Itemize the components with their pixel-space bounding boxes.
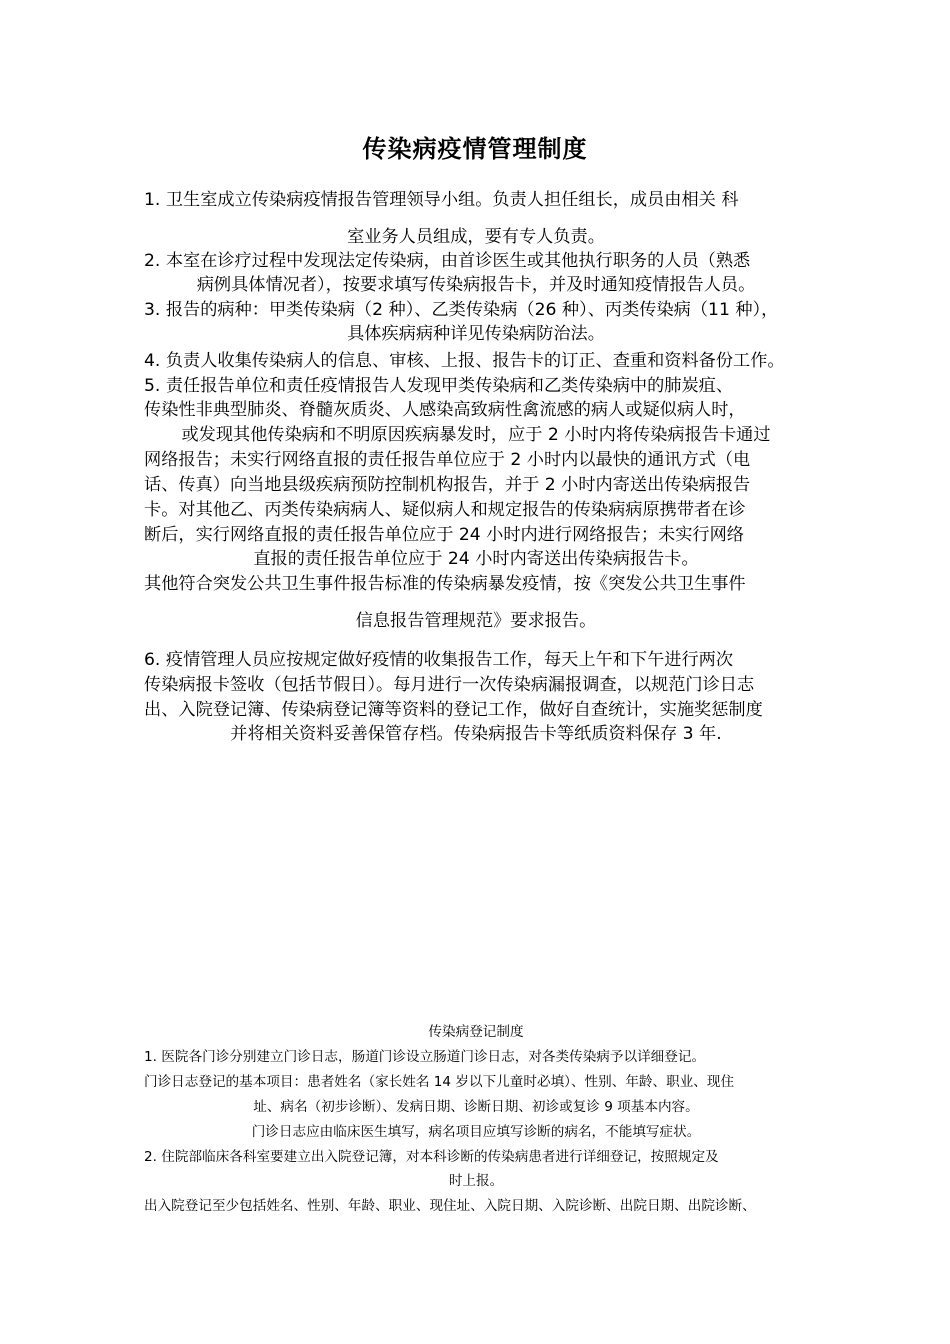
paragraph-line: 并将相关资料妥善保管存档。传染病报告卡等纸质资料保存 3 年. <box>230 724 722 744</box>
paragraph-line: 信息报告管理规范》要求报告。 <box>355 611 597 631</box>
paragraph-line: 3. 报告的病种：甲类传染病（2 种）、乙类传染病（26 种）、丙类传染病（11 种）， <box>144 300 779 320</box>
paragraph-line: 网络报告；未实行网络直报的责任报告单位应于 2 小时内以最快的通讯方式（电 <box>144 450 751 470</box>
paragraph-line: 1. 卫生室成立传染病疫情报告管理领导小组。负责人担任组长，成员由相关 科 <box>144 190 739 210</box>
paragraph-line: 具体疾病病种详见传染病防治法。 <box>347 324 605 344</box>
paragraph-line: 卡。对其他乙、丙类传染病病人、疑似病人和规定报告的传染病病原携带者在诊 <box>144 500 746 520</box>
paragraph-line: 其他符合突发公共卫生事件报告标准的传染病暴发疫情，按《突发公共卫生事件 <box>144 574 746 594</box>
paragraph-line: 或发现其他传染病和不明原因疾病暴发时，应于 2 小时内将传染病报告卡通过 <box>181 425 771 445</box>
paragraph-line: 传染病报卡签收（包括节假日）。每月进行一次传染病漏报调查，以规范门诊日志 <box>144 675 755 695</box>
paragraph-line: 时上报。 <box>448 1173 504 1189</box>
paragraph-line: 出入院登记至少包括姓名、性别、年龄、职业、现住址、入院日期、入院诊断、出院日期、出院诊断、 <box>144 1198 756 1214</box>
paragraph-line: 传染性非典型肺炎、脊髓灰质炎、人感染高致病性禽流感的病人或疑似病人时， <box>144 400 746 420</box>
paragraph-line: 址、病名（初步诊断）、发病日期、诊断日期、初诊或复诊 9 项基本内容。 <box>253 1099 699 1115</box>
paragraph-line: 6. 疫情管理人员应按规定做好疫情的收集报告工作，每天上午和下午进行两次 <box>144 650 734 670</box>
paragraph-line: 4. 负责人收集传染病人的信息、审核、上报、报告卡的订正、查重和资料备份工作。 <box>144 351 785 371</box>
paragraph-line: 出、入院登记簿、传染病登记簿等资料的登记工作，做好自查统计，实施奖惩制度 <box>144 700 763 720</box>
paragraph-line: 2. 住院部临床各科室要建立出入院登记簿，对本科诊断的传染病患者进行详细登记，按照规定及 <box>144 1149 719 1165</box>
paragraph-line: 2. 本室在诊疗过程中发现法定传染病，由首诊医生或其他执行职务的人员（熟悉 <box>144 251 751 271</box>
paragraph-line: 话、传真）向当地县级疾病预防控制机构报告，并于 2 小时内寄送出传染病报告 <box>144 475 751 495</box>
paragraph-line: 5. 责任报告单位和责任疫情报告人发现甲类传染病和乙类传染病中的肺炭疽、 <box>144 376 734 396</box>
paragraph-line: 门诊日志应由临床医生填写，病名项目应填写诊断的病名，不能填写症状。 <box>251 1124 701 1140</box>
section-title: 传染病登记制度 <box>428 1024 524 1040</box>
paragraph-line: 病例具体情况者），按要求填写传染病报告卡，并及时通知疫情报告人员。 <box>196 275 756 295</box>
page-title: 传染病疫情管理制度 <box>362 135 588 163</box>
paragraph-line: 门诊日志登记的基本项目：患者姓名（家长姓名 14 岁以下儿童时必填）、性别、年龄、职业、现住 <box>144 1074 735 1090</box>
paragraph-line: 直报的责任报告单位应于 24 小时内寄送出传染病报告卡。 <box>253 549 699 569</box>
paragraph-line: 断后，实行网络直报的责任报告单位应于 24 小时内进行网络报告；未实行网络 <box>144 525 744 545</box>
paragraph-line: 室业务人员组成，要有专人负责。 <box>347 227 605 247</box>
paragraph-line: 1. 医院各门诊分别建立门诊日志，肠道门诊设立肠道门诊日志，对各类传染病予以详细登记。 <box>144 1049 706 1065</box>
